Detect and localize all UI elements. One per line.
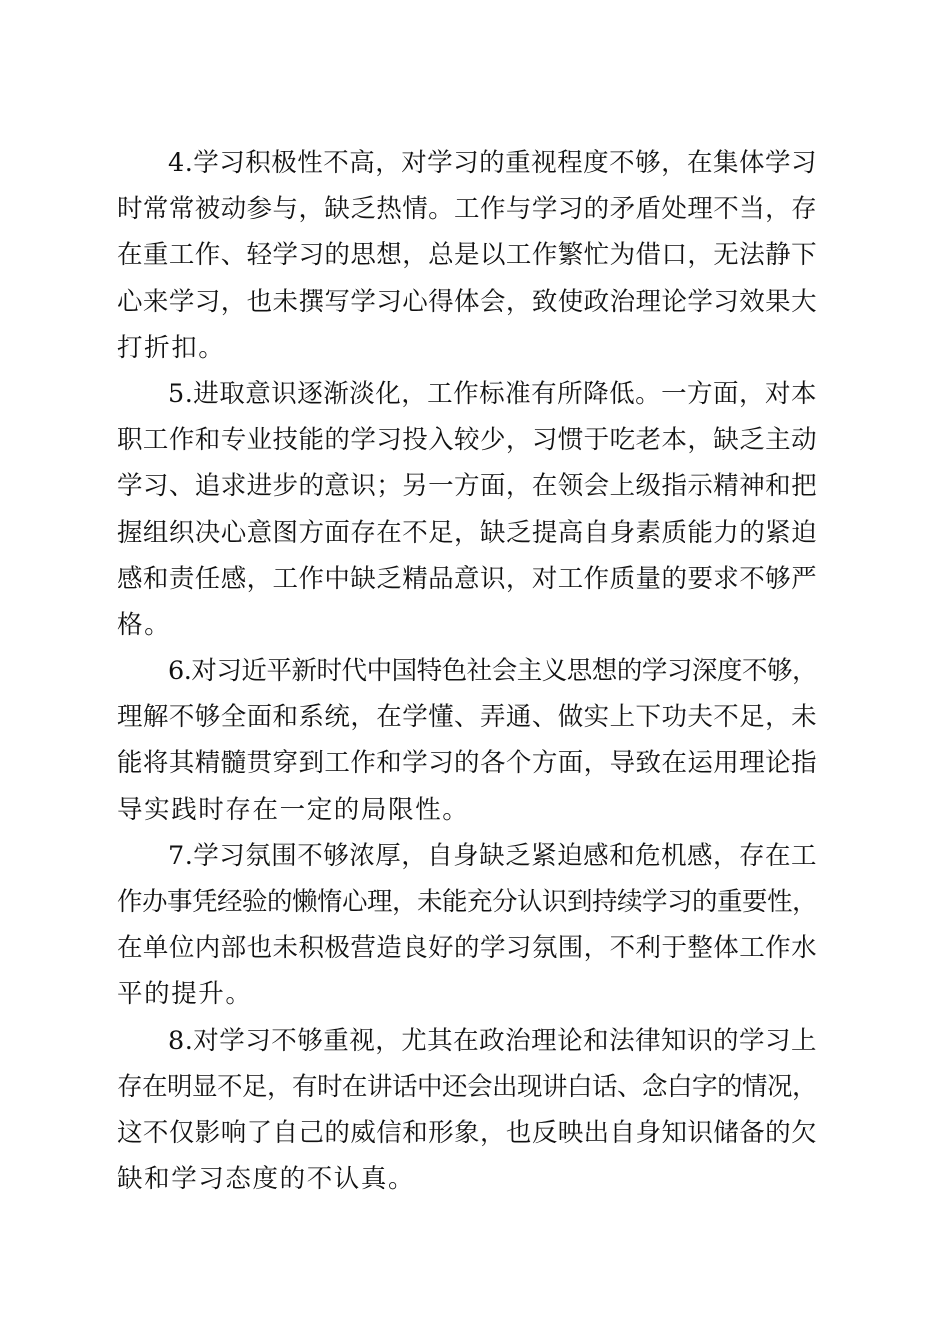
paragraph-4 — [117, 140, 817, 371]
paragraph-line: 职工作和专业技能的学习投入较少，习惯于吃老本，缺乏主动 — [117, 425, 817, 456]
document-body — [117, 140, 817, 1202]
paragraph-line: 在单位内部也未积极营造良好的学习氛围，不利于整体工作水 — [117, 933, 817, 964]
paragraph-line: 4.学习积极性不高，对学习的重视程度不够，在集体学习 — [168, 148, 817, 178]
paragraph-line: 握组织决心意图方面存在不足，缺乏提高自身素质能力的紧迫 — [117, 517, 817, 548]
paragraph-line: 5.进取意识逐渐淡化，工作标准有所降低。一方面，对本 — [168, 378, 817, 409]
paragraph-7 — [117, 833, 817, 1018]
paragraph-line: 作办事凭经验的懒惰心理，未能充分认识到持续学习的重要性， — [117, 887, 817, 917]
paragraph-6 — [117, 648, 817, 833]
paragraph-line: 感和责任感，工作中缺乏精品意识，对工作质量的要求不够严 — [117, 563, 817, 594]
paragraph-line: 打折扣。 — [117, 332, 226, 363]
paragraph-line: 格。 — [117, 609, 172, 640]
paragraph-line: 缺和学习态度的不认真。 — [117, 1164, 416, 1195]
paragraph-line: 6.对习近平新时代中国特色社会主义思想的学习深度不够， — [168, 656, 818, 687]
paragraph-line: 这不仅影响了自己的威信和形象，也反映出自身知识储备的欠 — [117, 1117, 817, 1148]
paragraph-line: 8.对学习不够重视，尤其在政治理论和法律知识的学习上 — [168, 1025, 817, 1056]
paragraph-line: 平的提升。 — [117, 979, 253, 1010]
paragraph-line: 时常常被动参与，缺乏热情。工作与学习的矛盾处理不当，存 — [117, 194, 817, 225]
paragraph-5 — [117, 371, 817, 648]
paragraph-line: 学习、追求进步的意识；另一方面，在领会上级指示精神和把 — [117, 471, 817, 502]
paragraph-line: 能将其精髓贯穿到工作和学习的各个方面，导致在运用理论指 — [117, 748, 817, 779]
paragraph-line: 心来学习，也未撰写学习心得体会，致使政治理论学习效果大 — [117, 286, 817, 317]
paragraph-line: 存在明显不足，有时在讲话中还会出现讲白话、念白字的情况， — [117, 1071, 817, 1102]
paragraph-line: 在重工作、轻学习的思想，总是以工作繁忙为借口，无法静下 — [117, 240, 817, 271]
paragraph-line: 理解不够全面和系统，在学懂、弄通、做实上下功夫不足，未 — [117, 702, 817, 733]
paragraph-8 — [117, 1018, 817, 1203]
paragraph-line: 7.学习氛围不够浓厚，自身缺乏紧迫感和危机感，存在工 — [168, 840, 817, 871]
paragraph-line: 导实践时存在一定的局限性。 — [117, 794, 470, 825]
